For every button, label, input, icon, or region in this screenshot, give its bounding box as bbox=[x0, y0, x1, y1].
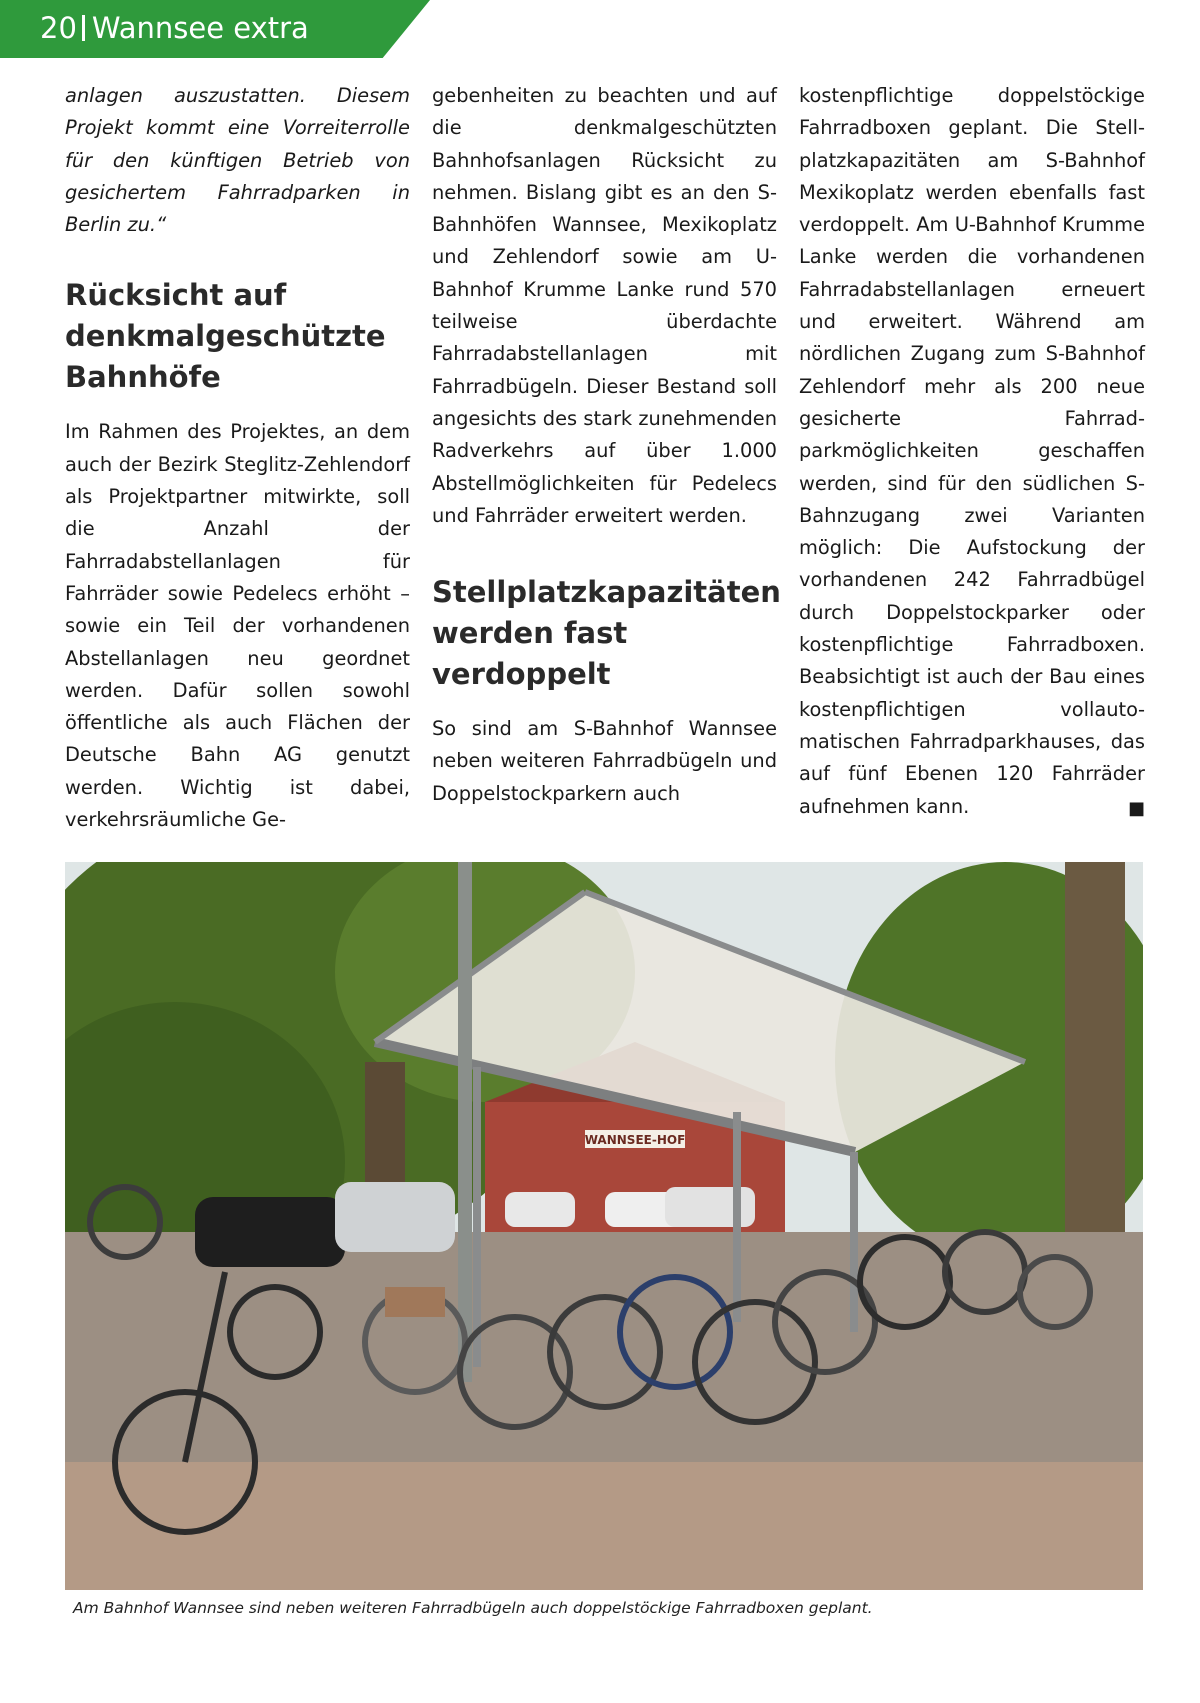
photo-bike-parking bbox=[65, 862, 1143, 1590]
article-column-1 bbox=[65, 80, 410, 836]
header-separator bbox=[82, 15, 85, 41]
bike-basket bbox=[385, 1287, 445, 1317]
article-column-2 bbox=[432, 80, 781, 810]
end-of-article-mark: ■ bbox=[1127, 797, 1145, 819]
car-black bbox=[195, 1197, 345, 1267]
lamp-post bbox=[458, 862, 472, 1382]
building-sign: WANNSEE-HOF bbox=[584, 1133, 686, 1147]
body-text-col1: Im Rahmen des Projektes, an dem auch der Bezirk Steglitz-Zehlendorf als Projektpartner mitwirkte, soll die Anzahl der Fahrradabstellanlagen für Fahrräder sowie Pedelecs erhöht – sowie ein Teil der vorhandenen Abstellanlagen neu geordnet werden. Dafür sollen sowohl öffentliche als auch Flächen der Deutsche Bahn AG genutzt werden. Wichtig ist dabei, verkehrsräumliche Ge- bbox=[65, 420, 410, 832]
shelter-post-3 bbox=[850, 1152, 858, 1332]
subheading-denkmal: Rücksicht auf denkmalgeschützte Bahnhöfe bbox=[65, 278, 386, 395]
intro-quote-text: anlagen auszustatten. Diesem Projekt kommt eine Vorreiterrolle für den künftigen Betrieb von gesichertem Fahrradparken in Berlin zu.“ bbox=[65, 84, 410, 237]
photo-caption: Am Bahnhof Wannsee sind neben weiteren Fahrradbügeln auch doppelstöckige Fahrradboxen geplant. bbox=[73, 1599, 873, 1617]
subheading-stellplatz: Stellplatzkapazitäten werden fast verdoppelt bbox=[432, 575, 781, 692]
car-white-1 bbox=[505, 1192, 575, 1227]
shelter-post-2 bbox=[733, 1112, 741, 1322]
body-text-col3 bbox=[799, 80, 1145, 823]
body-text-col2: gebenheiten zu beachten und auf die denkmalgeschützten Bahnhofsanlagen Rücksicht zu nehmen. Bislang gibt es an den S-Bahnhöfen Wannsee, Mexikoplatz und Zehlendorf sowie am U-Bahnhof Krumme Lanke rund 570 teilweise überdachte Fahrradabstellanlagen mit Fahrradbügeln. Dieser Bestand soll angesichts des stark zunehmenden Radverkehrs auf über 1.000 Abstellmöglichkeiten für Pedelecs und Fahrräder erweitert werden. bbox=[432, 84, 777, 527]
section-title: Wannsee extra bbox=[91, 11, 309, 45]
article-column-3 bbox=[799, 80, 1145, 825]
car-white-3 bbox=[665, 1187, 755, 1227]
shelter-post-1 bbox=[473, 1067, 481, 1367]
car-silver bbox=[335, 1182, 455, 1252]
body-text-col3-content: kostenpflichtige doppelstöckige Fahrradboxen geplant. Die Stellplatzkapazitäten am S-Bahnhof Mexikoplatz werden ebenfalls fast verdoppelt. Am U-Bahnhof Krumme Lanke werden die vorhandenen Fahrradabstellanlagen erneuert und erweitert. Während am nördlichen Zugang zum S-Bahnhof Zehlendorf mehr als 200 neue gesicherte Fahrradparkmöglichkeiten geschaffen werden, sind für den südlichen S-Bahnzugang zwei Varianten möglich: Die Aufstockung der vorhandenen 242 Fahrradbügel durch Doppelstockparker oder kostenpflichtige Fahrradboxen. Beabsichtigt ist auch der Bau eines kostenpflichtigen vollautomatischen Fahrradparkhauses, das auf fünf Ebenen 120 Fahrräder aufnehmen kann. bbox=[799, 84, 1145, 818]
page-header bbox=[40, 9, 309, 47]
photo-illustration bbox=[65, 862, 1143, 1590]
ground-foreground bbox=[65, 1462, 1143, 1590]
body-text-col2-after: So sind am S-Bahnhof Wannsee neben weiteren Fahrradbügeln und Doppelstockparkern auch bbox=[432, 717, 777, 805]
page-number: 20 bbox=[40, 11, 77, 45]
